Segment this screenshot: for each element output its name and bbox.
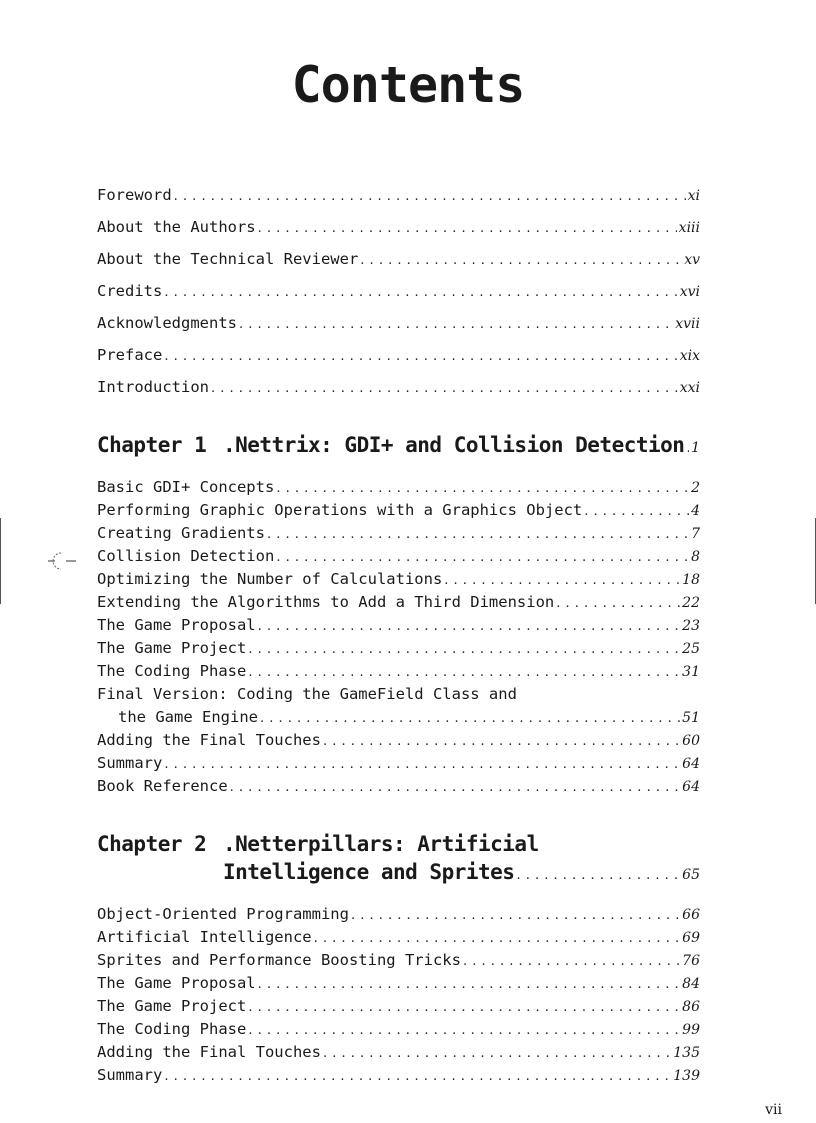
page-number: vii xyxy=(765,1102,782,1118)
leader-dots xyxy=(686,441,689,456)
toc-entry-page: 2 xyxy=(691,480,700,496)
toc-entry-label: Optimizing the Number of Calculations xyxy=(97,570,443,588)
toc-entry[interactable] xyxy=(97,570,700,588)
leader-dots xyxy=(248,665,680,680)
toc-entry[interactable] xyxy=(97,250,700,268)
toc-entry-label: Basic GDI+ Concepts xyxy=(97,478,275,496)
leader-dots xyxy=(360,253,682,268)
toc-entry-page: 4 xyxy=(691,503,700,519)
toc-entry-label: Artificial Intelligence xyxy=(97,928,312,946)
chapter-2-title-line1: .Netterpillars: Artificial xyxy=(223,832,539,856)
chapter-2-heading-line2[interactable] xyxy=(223,860,700,884)
leader-dots xyxy=(164,757,680,772)
toc-entry[interactable] xyxy=(97,685,700,703)
toc-entry-page: 76 xyxy=(682,953,700,969)
toc-entry[interactable] xyxy=(97,997,700,1015)
toc-entry-page: 99 xyxy=(682,1022,700,1038)
toc-entry-label: About the Technical Reviewer xyxy=(97,250,359,268)
leader-dots xyxy=(164,1069,671,1084)
leader-dots xyxy=(351,908,680,923)
toc-entry[interactable] xyxy=(97,754,700,772)
toc-entry-label: The Coding Phase xyxy=(97,1020,247,1038)
leader-dots xyxy=(230,780,681,795)
toc-entry-label: The Coding Phase xyxy=(97,662,247,680)
toc-entry-page: 25 xyxy=(682,641,700,657)
chapter-1-number: Chapter 1 xyxy=(97,433,207,457)
leader-dots xyxy=(164,349,677,364)
toc-entry-page: 64 xyxy=(682,756,700,772)
chapter-2-heading-line1[interactable] xyxy=(97,832,539,856)
toc-entry[interactable] xyxy=(97,346,700,364)
leader-dots xyxy=(248,1000,680,1015)
toc-entry-page: 139 xyxy=(673,1068,700,1084)
toc-entry[interactable] xyxy=(97,524,700,542)
leader-dots xyxy=(276,481,689,496)
toc-entry[interactable] xyxy=(97,1043,700,1061)
toc-entry[interactable] xyxy=(97,662,700,680)
chapter-2-title-line2: Intelligence and Sprites xyxy=(223,860,515,884)
toc-entry[interactable] xyxy=(97,501,700,519)
toc-entry-page: 31 xyxy=(682,664,700,680)
toc-entry-label: Extending the Algorithms to Add a Third Dimension xyxy=(97,593,555,611)
toc-entry-label: Performing Graphic Operations with a Graphics Object xyxy=(97,501,583,519)
toc-entry-page: 69 xyxy=(682,930,700,946)
toc-entry-label: Introduction xyxy=(97,378,209,396)
leader-dots xyxy=(239,317,673,332)
toc-entry-page: 8 xyxy=(691,549,700,565)
leader-dots xyxy=(323,734,680,749)
toc-entry-label: the Game Engine xyxy=(118,708,258,726)
toc-entry-label: About the Authors xyxy=(97,218,256,236)
toc-entry[interactable] xyxy=(97,593,700,611)
toc-entry-page: xv xyxy=(684,252,700,268)
toc-entry[interactable] xyxy=(97,951,700,969)
toc-entry-label: The Game Proposal xyxy=(97,974,256,992)
leader-dots xyxy=(463,954,680,969)
toc-entry-label: Object-Oriented Programming xyxy=(97,905,349,923)
leader-dots xyxy=(276,550,689,565)
leader-dots xyxy=(314,931,681,946)
toc-entry[interactable] xyxy=(97,731,700,749)
crop-mark-icon xyxy=(47,551,77,571)
toc-entry[interactable] xyxy=(97,218,700,236)
toc-entry-label: Credits xyxy=(97,282,163,300)
leader-dots xyxy=(211,381,678,396)
toc-entry-label: Acknowledgments xyxy=(97,314,237,332)
toc-entry-label: The Game Project xyxy=(97,639,247,657)
page-title: Contents xyxy=(291,56,525,114)
toc-entry-label: Adding the Final Touches xyxy=(97,1043,321,1061)
leader-dots xyxy=(174,189,686,204)
leader-dots xyxy=(323,1046,671,1061)
leader-dots xyxy=(164,285,677,300)
chapter-1-page: 1 xyxy=(691,440,700,456)
scan-edge-left xyxy=(0,518,1,604)
toc-entry-page: 86 xyxy=(682,999,700,1015)
toc-entry-label: Collision Detection xyxy=(97,547,275,565)
toc-entry[interactable] xyxy=(97,478,700,496)
toc-entry-label: Foreword xyxy=(97,186,172,204)
toc-entry[interactable] xyxy=(97,777,700,795)
leader-dots xyxy=(248,1023,680,1038)
toc-entry[interactable] xyxy=(97,547,700,565)
toc-entry-page: xvii xyxy=(675,316,700,332)
chapter-1-title-group xyxy=(97,433,684,457)
toc-entry[interactable] xyxy=(97,905,700,923)
toc-entry-label: Adding the Final Touches xyxy=(97,731,321,749)
chapter-2-number: Chapter 2 xyxy=(97,832,207,856)
toc-entry-page: 23 xyxy=(682,618,700,634)
toc-entry-page: 135 xyxy=(673,1045,700,1061)
toc-entry-label: The Game Project xyxy=(97,997,247,1015)
leader-dots xyxy=(444,573,680,588)
chapter-1-title: .Nettrix: GDI+ and Collision Detection xyxy=(223,433,685,457)
toc-entry-page: 51 xyxy=(682,710,700,726)
toc-entry-page: xxi xyxy=(679,380,700,396)
leader-dots xyxy=(258,977,681,992)
toc-entry[interactable] xyxy=(97,1020,700,1038)
leader-dots xyxy=(258,221,677,236)
leader-dots xyxy=(556,596,680,611)
toc-entry-page: 84 xyxy=(682,976,700,992)
toc-entry-page: 18 xyxy=(682,572,700,588)
toc-entry[interactable] xyxy=(97,282,700,300)
toc-entry-page: xvi xyxy=(679,284,700,300)
leader-dots xyxy=(584,504,689,519)
leader-dots xyxy=(267,527,689,542)
toc-entry[interactable] xyxy=(97,186,700,204)
toc-entry-label: Preface xyxy=(97,346,163,364)
toc-entry[interactable] xyxy=(118,708,700,726)
toc-entry-label: Creating Gradients xyxy=(97,524,265,542)
leader-dots xyxy=(258,619,681,634)
toc-entry-label: Book Reference xyxy=(97,777,228,795)
toc-entry-label: Final Version: Coding the GameField Class and xyxy=(97,685,517,703)
toc-entry-page: xix xyxy=(679,348,700,364)
toc-entry[interactable] xyxy=(97,974,700,992)
toc-entry-page: xiii xyxy=(678,220,700,236)
toc-entry-label: Summary xyxy=(97,1066,163,1084)
leader-dots xyxy=(516,868,680,883)
toc-entry-page: 64 xyxy=(682,779,700,795)
chapter-1-heading[interactable] xyxy=(97,433,700,457)
toc-entry-page: xi xyxy=(687,188,700,204)
toc-entry-label: Sprites and Performance Boosting Tricks xyxy=(97,951,461,969)
toc-entry[interactable] xyxy=(97,314,700,332)
toc-entry-page: 7 xyxy=(691,526,700,542)
leader-dots xyxy=(248,642,680,657)
toc-entry[interactable] xyxy=(97,378,700,396)
toc-entry-page: 22 xyxy=(682,595,700,611)
toc-entry-page: 60 xyxy=(682,733,700,749)
toc-entry[interactable] xyxy=(97,639,700,657)
toc-entry[interactable] xyxy=(97,928,700,946)
toc-entry-label: The Game Proposal xyxy=(97,616,256,634)
chapter-2-page: 65 xyxy=(682,867,700,883)
leader-dots xyxy=(260,711,680,726)
toc-entry[interactable] xyxy=(97,616,700,634)
toc-entry[interactable] xyxy=(97,1066,700,1084)
toc-entry-label: Summary xyxy=(97,754,163,772)
toc-entry-page: 66 xyxy=(682,907,700,923)
